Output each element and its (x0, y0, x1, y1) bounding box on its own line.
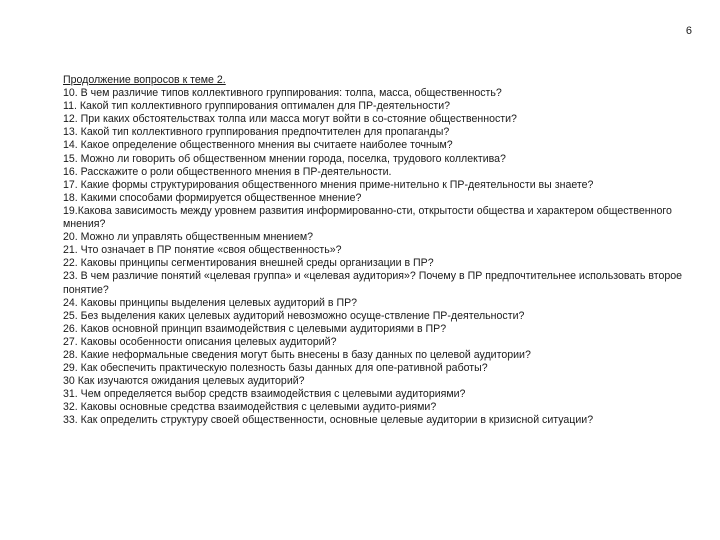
question-item: 11. Какой тип коллективного группирования оптимален для ПР-деятельности? (63, 100, 451, 113)
question-item: 33. Как определить структуру своей общественности, основные целевые аудитории в кризисной ситуации? (63, 414, 594, 427)
question-item: 13. Какой тип коллективного группирования предпочтителен для пропаганды? (63, 126, 450, 139)
page-number: 6 (685, 25, 692, 37)
question-item: 14. Какое определение общественного мнения вы считаете наиболее точным? (63, 139, 453, 152)
question-item: 26. Каков основной принцип взаимодействия с целевыми аудиториями в ПР? (63, 322, 447, 335)
question-item: 17. Какие формы структурирования общественного мнения приме-нительно к ПР-деятельности вы знаете? (63, 178, 594, 191)
question-list (63, 74, 688, 428)
question-item: 10. В чем различие типов коллективного группирования: толпа, масса, общественность? (63, 87, 502, 100)
section-heading: Продолжение вопросов к теме 2. (63, 74, 226, 86)
question-item: 27. Каковы особенности описания целевых аудиторий? (63, 335, 337, 348)
question-item: 16. Расскажите о роли общественного мнения в ПР-деятельности. (63, 165, 392, 178)
question-item: 22. Каковы принципы сегментирования внешней среды организации в ПР? (63, 257, 434, 270)
question-item: 19.Какова зависимость между уровнем развития информированно-сти, открытости общества и характером общественного мнения? (63, 204, 672, 231)
question-item: 23. В чем различие понятий «целевая группа» и «целевая аудитория»? Почему в ПР предпочтительнее использовать второе понятие? (63, 270, 683, 296)
question-item: 32. Каковы основные средства взаимодействия с целевыми аудито-риями? (63, 401, 437, 414)
question-item: 31. Чем определяется выбор средств взаимодействия с целевыми аудиториями? (63, 388, 466, 401)
question-item: 20. Можно ли управлять общественным мнением? (63, 231, 314, 244)
question-item: 12. При каких обстоятельствах толпа или масса могут войти в со-стояние общественности? (63, 113, 517, 126)
question-item: 29. Как обеспечить практическую полезность базы данных для опе-ративной работы? (63, 362, 488, 375)
question-item: 18. Какими способами формируется общественное мнение? (63, 191, 362, 204)
question-item: 28. Какие неформальные сведения могут быть внесены в базу данных по целевой аудитории? (63, 348, 531, 361)
question-item: 21. Что означает в ПР понятие «своя общественность»? (63, 244, 342, 257)
question-item: 15. Можно ли говорить об общественном мнении города, поселка, трудового коллектива? (63, 152, 506, 165)
question-item: 30 Как изучаются ожидания целевых аудиторий? (63, 375, 305, 388)
question-item: 25. Без выделения каких целевых аудиторий невозможно осуще-ствление ПР-деятельности? (63, 309, 525, 322)
question-item: 24. Каковы принципы выделения целевых аудиторий в ПР? (63, 296, 358, 309)
